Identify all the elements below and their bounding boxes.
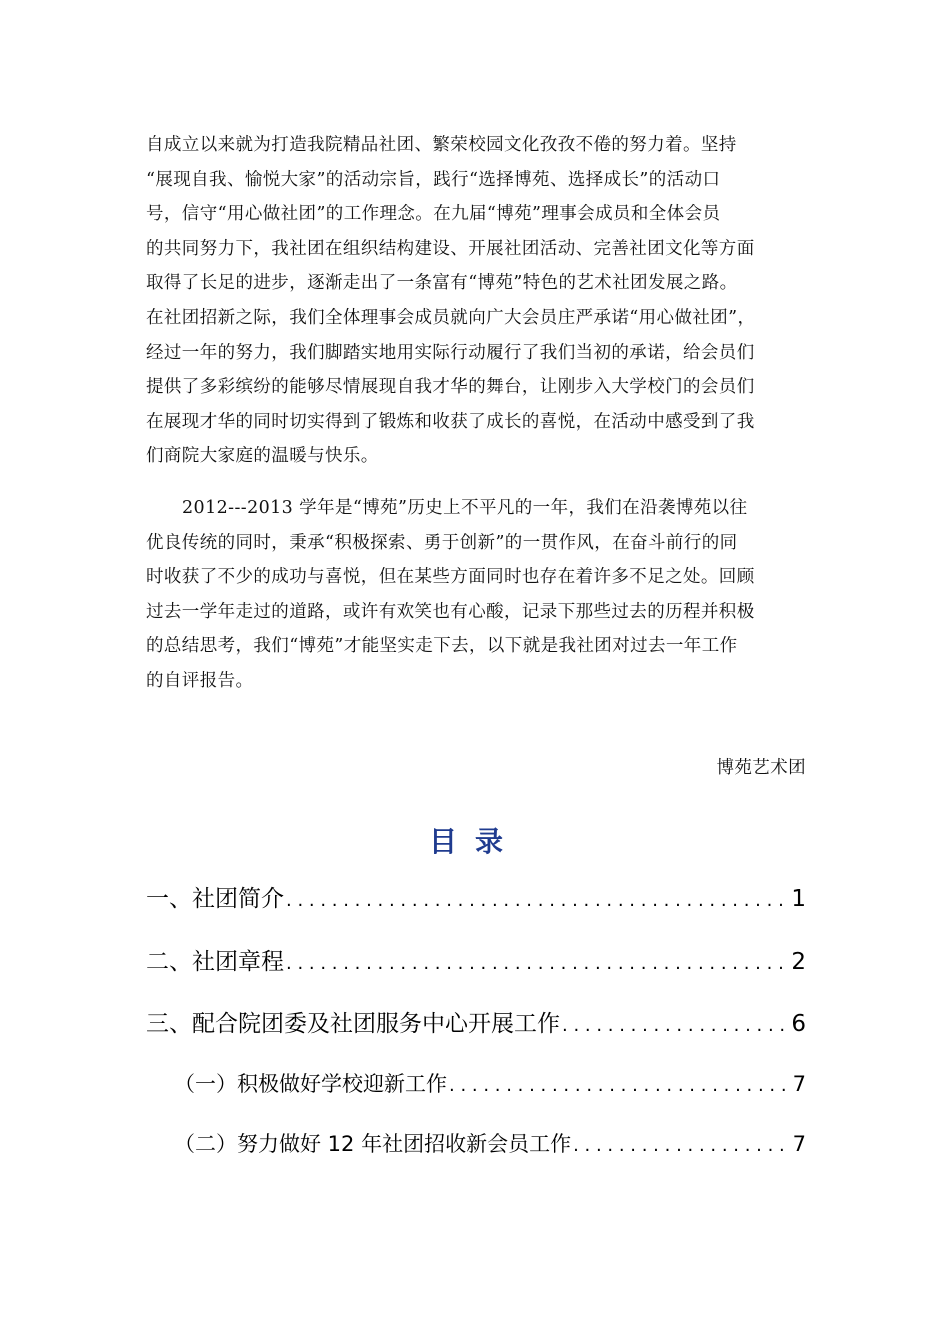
paragraph-line: 自成立以来就为打造我院精品社团、繁荣校园文化孜孜不倦的努力着。坚持 (146, 135, 737, 155)
paragraph-line: 取得了长足的进步，逐渐走出了一条富有“博苑”特色的艺术社团发展之路。 (146, 273, 738, 294)
toc-entry-label: 三、配合院团委及社团服务中心开展工作 (146, 1011, 560, 1037)
toc-page-number: 6 (791, 1011, 806, 1037)
toc-entry-label: 一、社团简介 (146, 886, 284, 912)
paragraph-line: 的自评报告。 (146, 670, 254, 691)
toc-leader-dots (286, 953, 787, 974)
paragraph-line: 在社团招新之际，我们全体理事会成员就向广大会员庄严承诺“用心做社团”， (146, 307, 756, 328)
paragraph-line: “展现自我、愉悦大家”的活动宗旨，践行“选择博苑、选择成长”的活动口 (146, 169, 721, 190)
toc-entry-cooperation-work[interactable] (146, 1005, 806, 1038)
toc-entry-club-intro[interactable] (146, 880, 806, 913)
paragraph-line: 时收获了不少的成功与喜悦，但在某些方面同时也存在着许多不足之处。回顾 (146, 567, 755, 588)
paragraph-line: 的共同努力下，我社团在组织结构建设、开展社团活动、完善社团文化等方面 (146, 238, 755, 259)
review-paragraph (146, 491, 806, 699)
paragraph-line: 经过一年的努力，我们脚踏实地用实际行动履行了我们当初的承诺，给会员们 (146, 342, 755, 363)
toc-entry-freshman-welcome[interactable] (174, 1068, 806, 1098)
toc-page-number: 7 (792, 1132, 806, 1156)
paragraph-line: 提供了多彩缤纷的能够尽情展现自我才华的舞台，让刚步入大学校门的会员们 (146, 377, 755, 398)
paragraph-line: 的总结思考，我们“博苑”才能坚实走下去，以下就是我社团对过去一年工作 (146, 636, 738, 657)
paragraph-line: 在展现才华的同时切实得到了锻炼和收获了成长的喜悦，在活动中感受到了我 (146, 411, 755, 432)
signature: 博苑艺术团 (716, 758, 806, 778)
paragraph-line: 优良传统的同时，秉承“积极探索、勇于创新”的一贯作风，在奋斗前行的同 (146, 532, 738, 553)
toc-title: 目录 (428, 825, 521, 858)
toc-leader-dots (573, 1135, 789, 1156)
toc-leader-dots (286, 890, 787, 911)
intro-paragraph (146, 128, 806, 474)
toc-entry-label: （二）努力做好 12 年社团招收新会员工作 (174, 1132, 572, 1156)
toc-entry-label: 二、社团章程 (146, 949, 284, 975)
toc-entry-label: （一）积极做好学校迎新工作 (174, 1072, 447, 1096)
paragraph-line: 过去一学年走过的道路，或许有欢笑也有心酸，记录下那些过去的历程并积极 (146, 601, 755, 622)
toc-entry-member-recruitment[interactable] (174, 1128, 806, 1158)
paragraph-line: 号，信守“用心做社团”的工作理念。在九届“博苑”理事会成员和全体会员 (146, 204, 721, 225)
toc-leader-dots (449, 1075, 789, 1096)
toc-entry-club-charter[interactable] (146, 943, 806, 976)
paragraph-line: 们商院大家庭的温暖与快乐。 (146, 446, 379, 467)
toc-leader-dots (562, 1015, 787, 1036)
toc-page-number: 1 (791, 886, 806, 912)
toc-page-number: 7 (792, 1072, 806, 1096)
toc-page-number: 2 (791, 949, 806, 975)
paragraph-line: 2012---2013 学年是“博苑”历史上不平凡的一年，我们在沿袭博苑以往 (182, 498, 748, 518)
